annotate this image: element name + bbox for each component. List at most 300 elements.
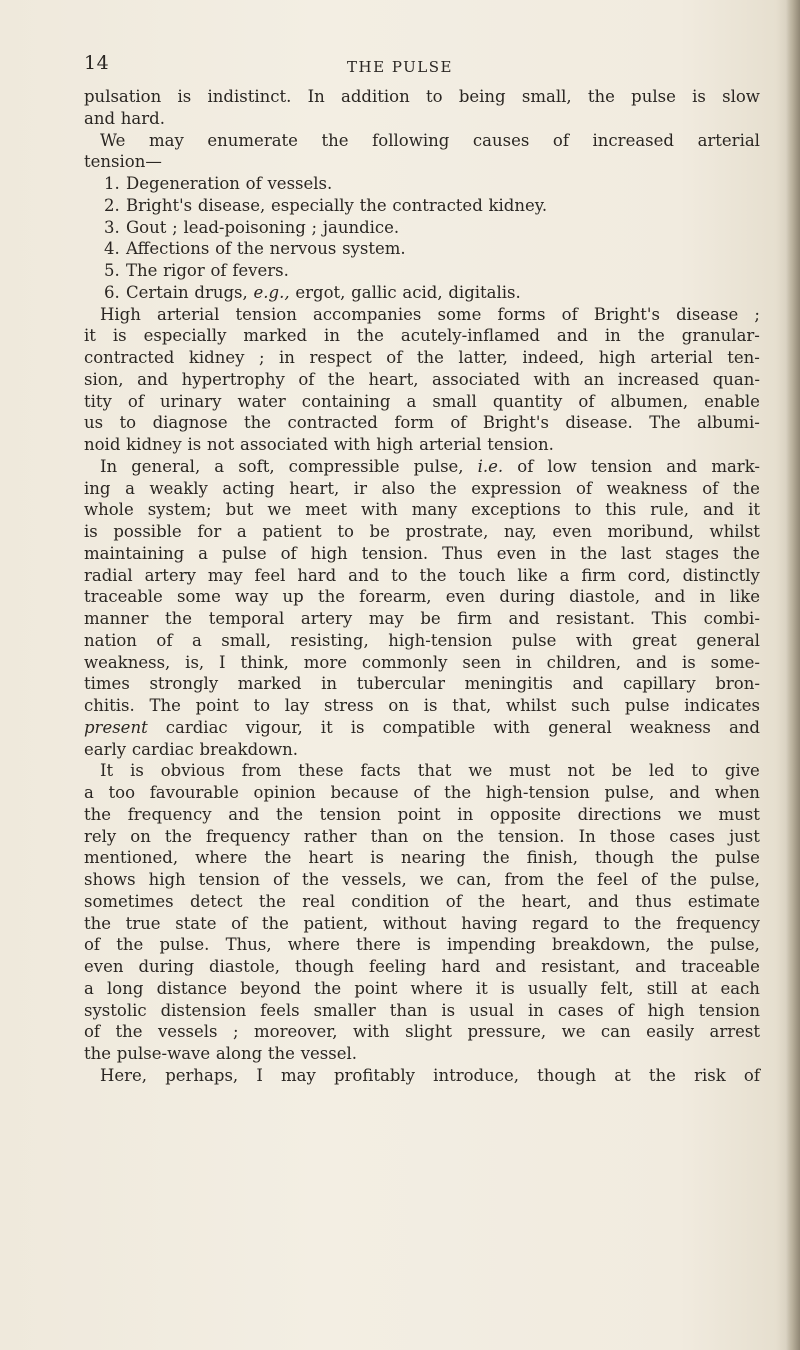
word: the — [115, 1022, 143, 1042]
word: form — [394, 413, 434, 433]
word: accompanies — [312, 304, 422, 324]
word: tension. — [497, 826, 565, 846]
word: the — [84, 913, 112, 933]
text-line — [84, 130, 760, 152]
word: and — [556, 326, 588, 346]
word: whilst — [505, 696, 557, 715]
word: led — [648, 761, 675, 781]
word: ; — [258, 348, 265, 367]
word: but — [225, 500, 254, 520]
word: the — [671, 848, 699, 868]
word: state — [175, 913, 217, 933]
word: the — [84, 804, 112, 824]
word: We — [100, 130, 126, 150]
word: to — [426, 87, 443, 106]
word: the — [327, 369, 355, 389]
word: causes — [472, 130, 530, 150]
word: stress — [323, 696, 374, 715]
word: distance — [156, 978, 228, 998]
word: disease. — [565, 413, 633, 433]
word: of — [280, 543, 297, 563]
word: and — [635, 957, 667, 976]
text-line — [84, 978, 760, 1000]
word: weakness — [629, 717, 711, 737]
text-line — [84, 434, 760, 456]
word: easily — [646, 1022, 695, 1042]
word: systolic — [84, 1000, 147, 1020]
word: high — [598, 348, 636, 367]
word: system; — [147, 500, 212, 520]
text-line — [84, 652, 760, 674]
word: and — [654, 587, 686, 607]
word: with — [533, 369, 571, 389]
word: patient — [262, 522, 322, 541]
running-title: THE PULSE — [347, 58, 453, 76]
word: The — [649, 413, 681, 433]
word: the — [165, 609, 193, 628]
word: up — [282, 587, 304, 607]
word: capillary — [623, 674, 696, 694]
word: and — [508, 609, 540, 628]
word: hard. — [120, 108, 165, 128]
word: indeed, — [522, 348, 585, 367]
word: of — [386, 348, 403, 367]
word: resisting, — [290, 630, 369, 650]
word: is — [112, 326, 127, 346]
word: the — [557, 870, 585, 889]
word: tension. — [361, 543, 429, 563]
word: moreover, — [253, 1022, 338, 1042]
text-line — [84, 412, 760, 434]
word: heart — [308, 848, 354, 868]
word: being — [458, 87, 506, 106]
word: we — [677, 804, 702, 824]
word: is — [177, 87, 192, 106]
word: it — [84, 326, 96, 346]
word: opposite — [489, 804, 561, 824]
word: manner — [84, 609, 149, 628]
word: a — [214, 456, 225, 476]
word: rather — [303, 826, 357, 846]
text-line — [84, 1043, 760, 1065]
word: slight — [405, 1022, 452, 1042]
word: lay — [284, 696, 310, 715]
text-line — [84, 760, 760, 782]
word: general — [696, 630, 760, 650]
word: cord, — [627, 565, 671, 585]
word: possible — [113, 522, 182, 541]
list-text: Degeneration of vessels. — [126, 174, 333, 193]
word: to — [603, 913, 620, 933]
word: the — [244, 413, 272, 433]
word: there — [356, 935, 401, 955]
word: of — [578, 391, 595, 411]
word: latter, — [458, 348, 508, 367]
word: obvious — [160, 761, 225, 781]
word: risk — [694, 1065, 726, 1085]
text-line — [84, 934, 760, 956]
word: even — [496, 543, 537, 563]
word: cardiac — [165, 717, 228, 737]
word: many — [411, 500, 458, 520]
word: meet — [305, 500, 348, 520]
word: be — [611, 761, 632, 781]
word: ing — [84, 478, 111, 498]
word: perhaps, — [165, 1065, 239, 1085]
word: arterial — [419, 435, 482, 454]
text-line — [84, 1065, 760, 1087]
word: we — [561, 1022, 586, 1042]
word: may — [207, 565, 243, 585]
text-line — [84, 717, 760, 739]
word: acting — [222, 478, 275, 498]
list-number: 2. — [104, 195, 120, 215]
word: and — [84, 108, 116, 128]
text-line — [84, 521, 760, 543]
word: it — [748, 500, 760, 520]
list-text: Gout ; lead-poisoning ; jaundice. — [126, 217, 400, 237]
word: tension — [198, 870, 260, 889]
word: not — [207, 435, 235, 454]
word: the — [164, 826, 192, 846]
text-line — [84, 391, 760, 413]
word: us — [84, 413, 104, 433]
list-item — [84, 217, 760, 239]
word: the — [637, 326, 665, 346]
word: detect — [189, 891, 243, 911]
word: artery — [300, 609, 353, 628]
word: noid — [84, 435, 121, 454]
word: associated — [239, 435, 329, 454]
word: feels — [260, 1000, 300, 1020]
word: too — [108, 783, 136, 802]
word: Bright's — [482, 413, 549, 433]
word: acutely-inflamed — [400, 326, 540, 346]
word: radial — [84, 565, 133, 585]
word: maintaining — [84, 543, 185, 563]
word: condition — [351, 891, 430, 911]
word: in — [527, 1000, 544, 1020]
word: some — [437, 304, 482, 324]
word: be — [420, 609, 441, 628]
word: the — [116, 935, 144, 955]
word: a — [125, 478, 135, 498]
word: is — [187, 435, 202, 454]
word: with — [333, 435, 371, 454]
body-text — [84, 86, 760, 1087]
text-line — [84, 630, 760, 652]
word: last — [621, 543, 652, 563]
word: frequency — [205, 826, 290, 846]
word: stages — [665, 543, 719, 563]
word: Here, — [100, 1065, 148, 1085]
word: is — [130, 761, 144, 781]
word: forms — [497, 304, 546, 324]
word: weakly — [149, 478, 208, 498]
word: especially — [143, 326, 227, 346]
list-number: 5. — [104, 261, 120, 280]
word: kidney — [188, 348, 245, 367]
word: frequency — [676, 913, 760, 933]
word: chitis. — [84, 696, 135, 715]
word: forearm, — [359, 587, 432, 607]
word: quan- — [712, 369, 760, 389]
word: that, — [452, 696, 492, 715]
word: compatible — [382, 717, 476, 737]
word: pulse — [715, 848, 760, 868]
word: Bright's — [593, 304, 660, 324]
word: an — [583, 369, 605, 389]
word: high-tension — [485, 783, 590, 802]
word: enable — [704, 391, 760, 411]
word: The — [149, 696, 181, 715]
word: to — [691, 761, 708, 781]
word: times — [84, 674, 130, 694]
word: a — [84, 783, 94, 802]
list-text: The rigor of fevers. — [126, 261, 289, 280]
word: is — [681, 652, 696, 672]
word: patient, — [303, 913, 369, 933]
word: and — [587, 891, 619, 911]
word: High — [100, 304, 141, 324]
word: granular- — [681, 326, 760, 346]
word: than — [370, 826, 409, 846]
text-line — [84, 956, 760, 978]
word: meningitis — [464, 674, 553, 694]
word: shows — [84, 870, 136, 889]
word: introduce, — [433, 1065, 519, 1085]
word: increased — [617, 369, 700, 389]
word: and — [348, 565, 380, 585]
word: a — [191, 630, 202, 650]
word: marked — [237, 674, 302, 694]
word: a — [84, 978, 94, 998]
word: seen — [462, 652, 501, 672]
word: combi- — [703, 609, 760, 628]
word: must — [509, 761, 551, 781]
list-number: 3. — [104, 217, 120, 237]
word: the — [317, 587, 345, 607]
list-number: 4. — [104, 239, 120, 259]
list-number: 6. — [104, 282, 120, 302]
word: and — [228, 804, 260, 824]
word: ten- — [727, 348, 760, 367]
word: of — [298, 369, 315, 389]
word: point — [195, 696, 239, 715]
word: arterial — [697, 130, 760, 150]
word: the — [666, 935, 694, 955]
word: I — [256, 1065, 263, 1085]
text-line — [84, 826, 760, 848]
word: even — [445, 587, 486, 607]
word: pulse, — [413, 456, 464, 476]
word: pulse. — [159, 935, 210, 955]
word: because — [330, 783, 399, 802]
word: general — [548, 717, 612, 737]
word: pressure, — [467, 1022, 547, 1042]
word: resistant, — [541, 957, 621, 976]
word: pulse — [221, 543, 267, 563]
word: and — [703, 500, 735, 520]
word: pulsation — [84, 87, 162, 106]
word: in — [515, 652, 532, 672]
word: a — [406, 391, 417, 411]
list-item — [84, 260, 760, 282]
word: ir — [353, 478, 367, 498]
word: even — [552, 522, 592, 541]
word: having — [461, 913, 518, 933]
word: with — [353, 1022, 390, 1042]
word: not — [567, 761, 595, 781]
word: to — [574, 500, 592, 520]
text-line — [84, 456, 760, 478]
word: nation — [84, 630, 137, 650]
word: expression — [471, 478, 562, 498]
word: give — [724, 761, 760, 781]
word: in — [699, 587, 716, 607]
list-item — [84, 195, 760, 217]
word: the — [267, 1044, 295, 1063]
word: we — [468, 761, 493, 781]
word: we — [419, 870, 444, 889]
word: thus — [635, 891, 672, 911]
word: arterial — [650, 348, 713, 367]
word: these — [298, 761, 344, 781]
word: ; — [232, 1022, 239, 1042]
word: tubercular — [356, 674, 446, 694]
word: facts — [360, 761, 401, 781]
word: hard — [297, 565, 337, 585]
word: may — [281, 1065, 316, 1085]
word: pulse — [631, 87, 676, 106]
word: whilst — [709, 522, 760, 541]
list-text: Affections of the nervous system. — [126, 239, 406, 259]
word: and — [572, 674, 604, 694]
word: of — [450, 413, 467, 433]
word: is — [692, 87, 706, 106]
word: enumerate — [207, 130, 298, 150]
word: firm — [457, 609, 492, 628]
word: strongly — [149, 674, 219, 694]
word: in — [321, 674, 338, 694]
word: high — [376, 435, 414, 454]
word: from — [241, 761, 282, 781]
text-line — [84, 86, 760, 108]
word: and — [137, 369, 169, 389]
word: the — [84, 1044, 112, 1063]
word: is — [500, 978, 515, 998]
word: the — [669, 870, 697, 889]
word: of — [445, 891, 462, 911]
word: tension — [319, 804, 381, 824]
word: some — [177, 587, 221, 607]
word: heart, — [368, 369, 419, 389]
word: pulse — [511, 630, 557, 650]
word: vessel. — [300, 1044, 358, 1063]
word: diastole, — [569, 587, 641, 607]
word: heart, — [521, 891, 572, 911]
word: whole — [84, 500, 134, 520]
word: kidney — [126, 435, 182, 454]
word: in — [550, 543, 567, 563]
word: the — [275, 804, 303, 824]
word: though — [595, 848, 655, 868]
word: compressible — [288, 456, 400, 476]
word: to — [337, 522, 354, 541]
word: tension — [235, 304, 297, 324]
word: for — [197, 522, 222, 541]
list-number: 1. — [104, 174, 120, 193]
word: is — [441, 1000, 456, 1020]
word: vessels — [157, 1022, 218, 1042]
word: traceable — [84, 587, 163, 607]
text-line — [84, 499, 760, 521]
word: nay, — [503, 522, 537, 541]
word: beyond — [240, 978, 301, 998]
word: arrest — [709, 1022, 760, 1042]
word: tension — [698, 1000, 760, 1020]
word: profitably — [333, 1065, 416, 1085]
word: prostrate, — [405, 522, 489, 541]
text-line — [84, 369, 760, 391]
word: on — [130, 826, 151, 846]
word: may — [368, 609, 404, 628]
word: small, — [221, 630, 272, 650]
word: the — [482, 848, 510, 868]
text-line — [84, 608, 760, 630]
word: usually — [527, 978, 588, 998]
word: and — [636, 652, 668, 672]
word: in — [604, 326, 621, 346]
word: quantity — [492, 391, 563, 411]
word: felt, — [600, 978, 634, 998]
word: the — [301, 870, 329, 889]
word: hypertrophy — [181, 369, 285, 389]
list-item — [84, 282, 760, 304]
word: soft, — [238, 456, 275, 476]
word: and — [728, 717, 760, 737]
word: containing — [301, 391, 391, 411]
text-line — [84, 1021, 760, 1043]
word: albumen, — [610, 391, 689, 411]
text-line — [84, 869, 760, 891]
text-line — [84, 108, 760, 130]
word: also — [381, 478, 416, 498]
word: must — [718, 804, 760, 824]
word: diastole, — [209, 957, 280, 976]
word: general, — [131, 456, 201, 476]
word: Thus — [442, 543, 483, 563]
word: a — [236, 522, 247, 541]
word: is — [417, 935, 431, 955]
word: of — [561, 304, 578, 324]
word: the — [478, 891, 506, 911]
word: cases — [669, 826, 716, 846]
word: albumi- — [697, 413, 760, 433]
word: low — [547, 456, 577, 476]
word: of — [743, 1065, 760, 1085]
word: rule, — [650, 500, 690, 520]
word: the — [429, 478, 457, 498]
word: usual — [469, 1000, 514, 1020]
text-line — [84, 739, 760, 761]
word: regard — [532, 913, 589, 933]
text-line — [84, 673, 760, 695]
word: along — [215, 1044, 263, 1063]
word: to — [391, 565, 408, 585]
word: can — [600, 1022, 631, 1042]
word: favourable — [149, 783, 239, 802]
